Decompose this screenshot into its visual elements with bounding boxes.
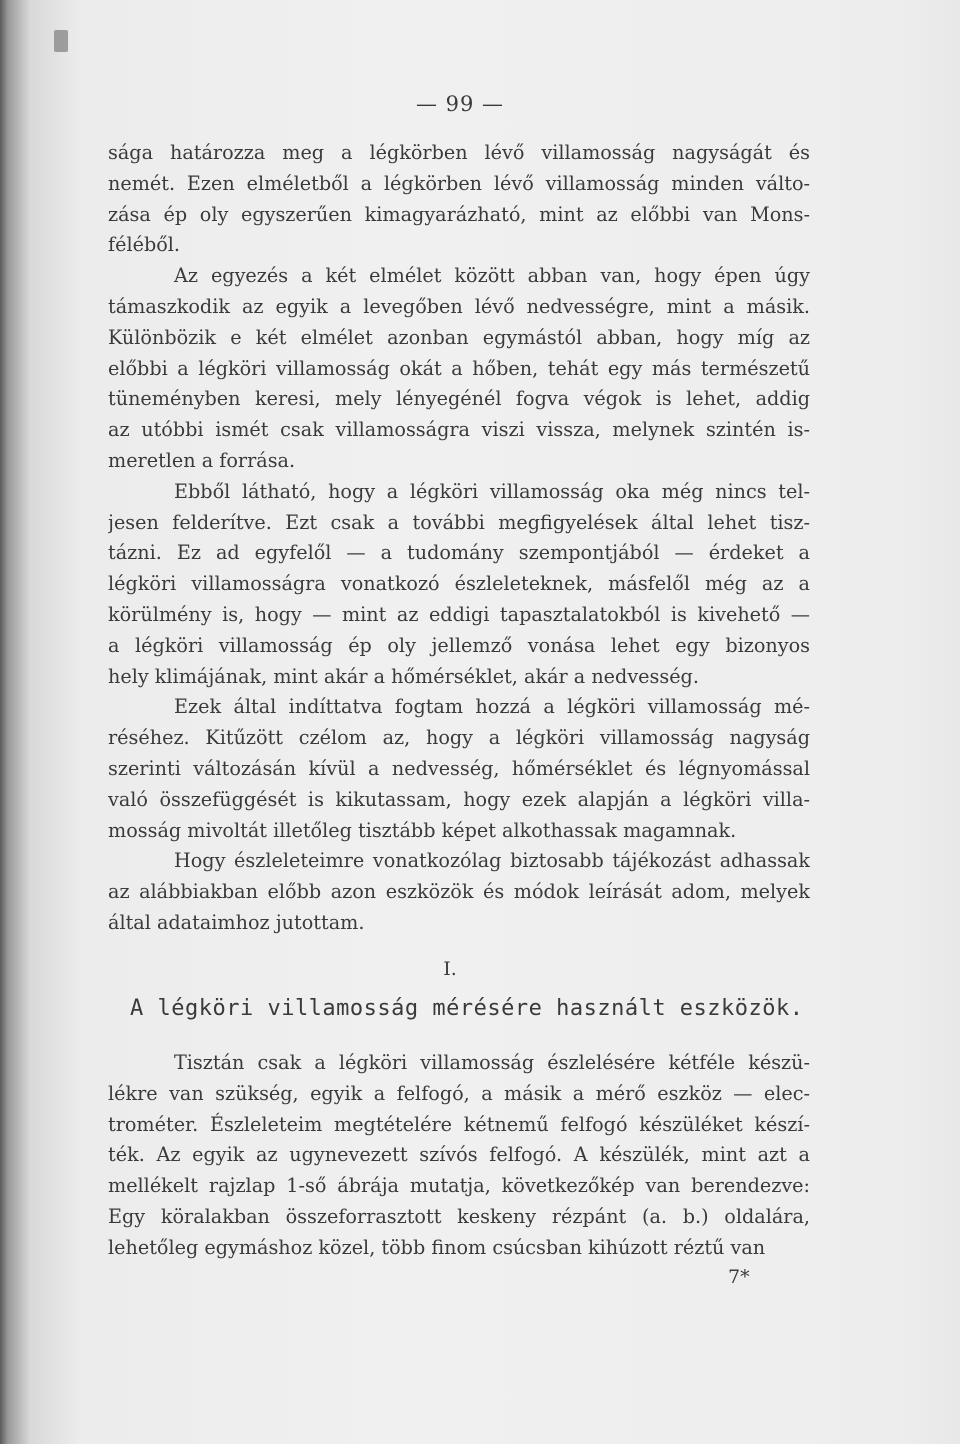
body-text-upper bbox=[108, 138, 810, 939]
text-line: Tisztán csak a légköri villamosság észlelésére kétféle készü- bbox=[174, 1051, 810, 1074]
text-line: Az egyezés a két elmélet között abban van, hogy épen úgy bbox=[174, 264, 810, 288]
signature-mark: 7* bbox=[728, 1266, 750, 1288]
text-line: lehetőleg egymáshoz közel, több finom csúcsban kihúzott réztű van bbox=[108, 1235, 766, 1259]
text-line: szerinti változásán kívül a nedvesség, hőmérséklet és légnyomással bbox=[108, 756, 810, 780]
binding-mark bbox=[54, 30, 68, 52]
text-line: Ezek által indíttatva fogtam hozzá a légköri villamosság mé- bbox=[174, 695, 810, 719]
text-line: az alábbiakban előbb azon eszközök és módok leírását adom, melyek bbox=[108, 880, 810, 904]
text-line: sága határozza meg a légkörben lévő villamosság nagyságát és bbox=[108, 141, 810, 164]
text-line: nemét. Ezen elméletből a légkörben lévő villamosság minden válto- bbox=[108, 171, 810, 195]
text-line: tüneményben keresi, mely lényegénél fogva végok is lehet, addig bbox=[108, 387, 810, 411]
text-line: mellékelt rajzlap 1-ső ábrája mutatja, következőkép van berendezve: bbox=[108, 1174, 810, 1198]
section-title: A légköri villamosság mérésére használt eszközök. bbox=[130, 996, 804, 1021]
text-line: lékre van szükség, egyik a felfogó, a másik a mérő eszköz — elec- bbox=[108, 1081, 810, 1105]
text-line: körülmény is, hogy — mint az eddigi tapasztalatokból is kivehető — bbox=[108, 602, 810, 626]
text-line: trométer. Észleleteim megtételére kétnemű felfogó készüléket készí- bbox=[108, 1112, 810, 1136]
text-line: Ebből látható, hogy a légköri villamosság oka még nincs tel- bbox=[174, 479, 810, 503]
text-line: jesen felderítve. Ezt csak a további megfigyelések által lehet tisz- bbox=[108, 510, 810, 534]
text-line: való összefüggését is kikutassam, hogy ezek alapján a légköri villa- bbox=[108, 787, 810, 811]
text-line: hely klimájának, mint akár a hőmérséklet, akár a nedvesség. bbox=[108, 664, 699, 688]
text-line: által adataimhoz jutottam. bbox=[108, 910, 365, 934]
text-line: légköri villamosságra vonatkozó észleleteknek, másfelől még az a bbox=[108, 572, 810, 596]
text-line: mosság mivoltát illetőleg tisztább képet alkothassak magamnak. bbox=[108, 818, 737, 842]
text-line: réséhez. Kitűzött czélom az, hogy a légköri villamosság nagyság bbox=[108, 726, 810, 750]
text-line: támaszkodik az egyik a levegőben lévő nedvességre, mint a másik. bbox=[108, 294, 810, 318]
text-line: Különbözik e két elmélet azonban egymástól abban, hogy míg az bbox=[108, 325, 810, 349]
page-number: — 99 — bbox=[415, 92, 505, 116]
text-line: előbbi a légköri villamosság okát a hőben, tehát egy más természetű bbox=[108, 356, 810, 380]
text-line: féléből. bbox=[108, 233, 181, 257]
text-line: ték. Az egyik az ugynevezett szívós felfogó. A készülék, mint azt a bbox=[108, 1143, 810, 1167]
body-text-lower bbox=[108, 1048, 810, 1264]
text-line: Hogy észleleteimre vonatkozólag biztosabb tájékozást adhassak bbox=[174, 849, 810, 873]
text-line: Egy köralakban összeforrasztott keskeny rézpánt (a. b.) oldalára, bbox=[108, 1204, 810, 1228]
text-line: a légköri villamosság ép oly jellemző vonása lehet egy bizonyos bbox=[108, 633, 810, 657]
section-number: I. bbox=[443, 958, 457, 980]
text-line: az utóbbi ismét csak villamosságra viszi vissza, melynek szintén is- bbox=[108, 418, 810, 442]
text-line: tázni. Ez ad egyfelől — a tudomány szempontjából — érdeket a bbox=[108, 541, 810, 565]
text-line: zása ép oly egyszerűen kimagyarázható, mint az előbbi van Mons- bbox=[108, 202, 810, 226]
text-line: meretlen a forrása. bbox=[108, 448, 296, 472]
